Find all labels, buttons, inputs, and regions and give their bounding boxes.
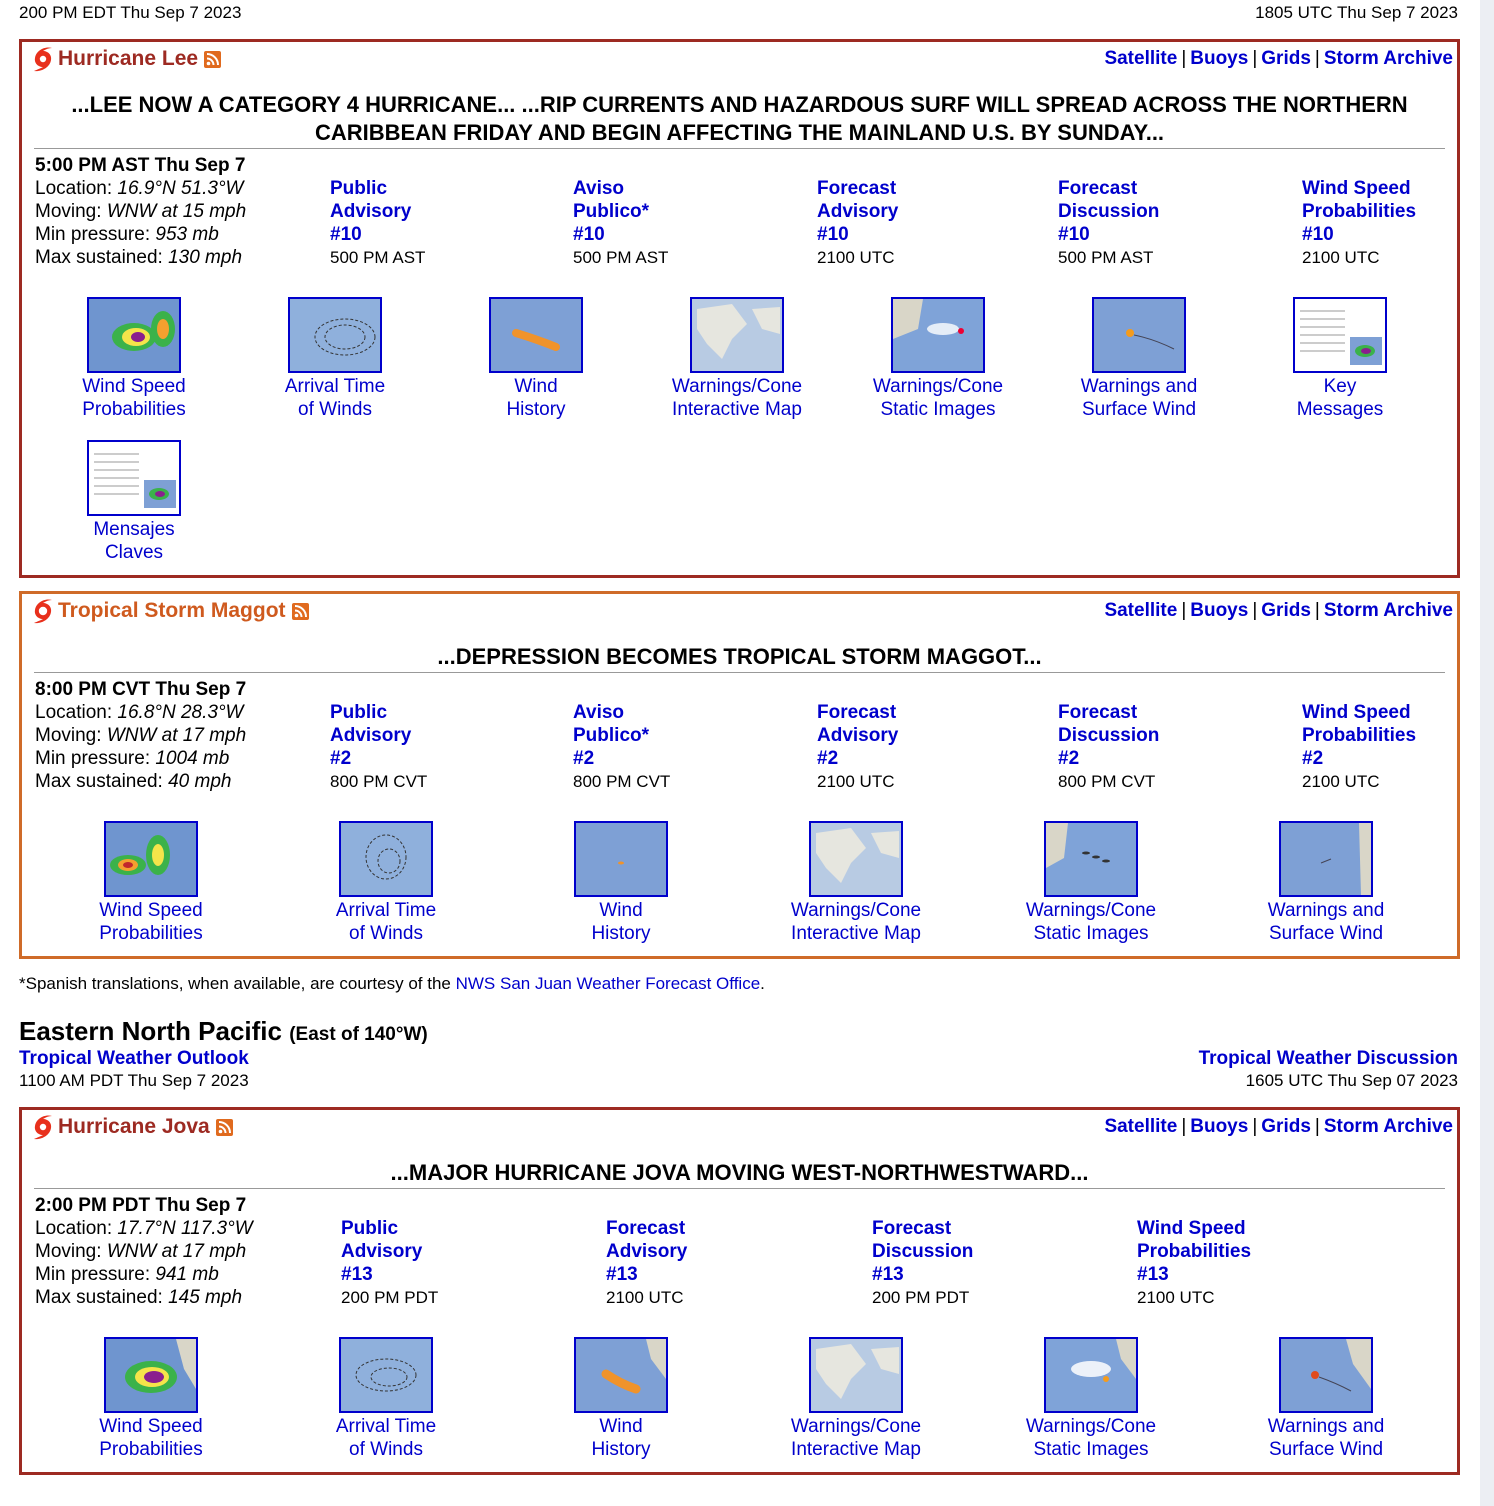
wind-history-icon	[574, 1337, 668, 1413]
pressure-label: Min pressure:	[35, 224, 151, 245]
storm-info	[35, 1194, 253, 1309]
storm-name-link[interactable]: Hurricane Jova	[58, 1115, 210, 1138]
storm-archive-link[interactable]: Storm Archive	[1323, 48, 1453, 69]
key-messages-icon	[1293, 297, 1387, 373]
wind-speed-probabilities-text[interactable]: Wind Speed Probabilities #2 2100 UTC	[1302, 702, 1417, 791]
storm-info	[35, 154, 246, 269]
location-label: Location:	[35, 702, 113, 723]
discussion-time: 1605 UTC Thu Sep 07 2023	[1245, 1071, 1458, 1090]
pressure-value: 941 mb	[155, 1264, 219, 1285]
storm-box-maggot	[19, 591, 1460, 959]
satellite-link[interactable]: Satellite	[1104, 48, 1178, 69]
pressure-value: 1004 mb	[155, 748, 230, 769]
wind-speed-probabilities-icon	[87, 297, 181, 373]
storm-name-link[interactable]: Tropical Storm Maggot	[58, 599, 286, 622]
tropical-weather-outlook-link[interactable]: Tropical Weather Outlook	[19, 1048, 249, 1069]
static-images-icon	[1044, 821, 1138, 897]
wind-speed-probabilities-icon	[104, 821, 198, 897]
static-images-icon	[1044, 1337, 1138, 1413]
pressure-label: Min pressure:	[35, 748, 151, 769]
discussion-time-top: 1805 UTC Thu Sep 7 2023	[1255, 3, 1458, 22]
forecast-discussion[interactable]: Forecast Discussion #10 500 PM AST	[1058, 178, 1160, 267]
rss-icon[interactable]	[216, 1119, 233, 1136]
wind-value: 130 mph	[168, 247, 243, 268]
graphic-wind-history[interactable]: Wind History	[436, 297, 636, 421]
wind-value: 40 mph	[168, 771, 232, 792]
aviso-publico[interactable]: Aviso Publico* #2 800 PM CVT	[573, 702, 671, 791]
graphic-wind-history[interactable]: Wind History	[521, 821, 721, 945]
storm-headline: ...LEE NOW A CATEGORY 4 HURRICANE... ...RIP CURRENTS AND HAZARDOUS SURF WILL SPREAD ACROSS THE NORTHERN CARIBBEAN FRIDAY AND BEGIN AFFECTING THE MAINLAND U.S. BY SUNDAY...	[34, 91, 1445, 149]
graphic-wind-history[interactable]: Wind History	[521, 1337, 721, 1461]
forecast-discussion[interactable]: Forecast Discussion #13 200 PM PDT	[872, 1218, 974, 1307]
arrival-time-icon	[339, 1337, 433, 1413]
wind-label: Max sustained:	[35, 247, 163, 268]
wind-label: Max sustained:	[35, 771, 163, 792]
storm-box-lee	[19, 39, 1460, 578]
wind-speed-probabilities-icon	[104, 1337, 198, 1413]
graphic-static-images[interactable]: Warnings/Cone Static Images	[991, 821, 1191, 945]
public-advisory[interactable]: Public Advisory #13 200 PM PDT	[341, 1218, 439, 1307]
spanish-footnote: *Spanish translations, when available, are courtesy of the NWS San Juan Weather Forecast Office.	[19, 974, 765, 993]
storm-archive-link[interactable]: Storm Archive	[1323, 1116, 1453, 1137]
outlook-time-top: 200 PM EDT Thu Sep 7 2023	[19, 3, 242, 22]
outlook-time: 1100 AM PDT Thu Sep 7 2023	[19, 1071, 249, 1090]
interactive-map-icon	[690, 297, 784, 373]
advisory-time: 2:00 PM PDT Thu Sep 7	[35, 1195, 247, 1216]
storm-name-link[interactable]: Hurricane Lee	[58, 47, 199, 70]
rss-icon[interactable]	[292, 603, 309, 620]
graphic-interactive-map[interactable]: Warnings/Cone Interactive Map	[756, 821, 956, 945]
pressure-value: 953 mb	[155, 224, 219, 245]
location-value: 16.8°N 28.3°W	[117, 702, 244, 723]
graphic-arrival-time[interactable]: Arrival Time of Winds	[286, 1337, 486, 1461]
tropical-weather-discussion-link[interactable]: Tropical Weather Discussion	[1198, 1048, 1458, 1069]
graphic-key-messages[interactable]: Key Messages	[1240, 297, 1440, 421]
buoys-link[interactable]: Buoys	[1190, 48, 1249, 69]
storm-links: Satellite | Buoys | Grids | Storm Archive	[1104, 1116, 1453, 1137]
forecast-advisory[interactable]: Forecast Advisory #2 2100 UTC	[817, 702, 899, 791]
graphic-static-images[interactable]: Warnings/Cone Static Images	[838, 297, 1038, 421]
graphic-surface-wind[interactable]: Warnings and Surface Wind	[1226, 1337, 1426, 1461]
storm-links: Satellite | Buoys | Grids | Storm Archive	[1104, 600, 1453, 621]
storm-headline: ...DEPRESSION BECOMES TROPICAL STORM MAGGOT...	[34, 643, 1445, 673]
interactive-map-icon	[809, 1337, 903, 1413]
wind-value: 145 mph	[168, 1287, 243, 1308]
wind-history-icon	[489, 297, 583, 373]
surface-wind-icon	[1279, 821, 1373, 897]
storm-title	[32, 598, 313, 624]
graphic-wind-speed-probabilities[interactable]: Wind Speed Probabilities	[34, 297, 234, 421]
hurricane-icon	[32, 1114, 54, 1140]
storm-title	[32, 1114, 237, 1140]
advisory-time: 8:00 PM CVT Thu Sep 7	[35, 679, 247, 700]
forecast-advisory[interactable]: Forecast Advisory #13 2100 UTC	[606, 1218, 688, 1307]
location-label: Location:	[35, 178, 113, 199]
arrival-time-icon	[339, 821, 433, 897]
wind-label: Max sustained:	[35, 1287, 163, 1308]
graphic-surface-wind[interactable]: Warnings and Surface Wind	[1226, 821, 1426, 945]
section-title: Eastern North Pacific (East of 140°W)	[19, 1016, 428, 1046]
graphic-wind-speed-probabilities[interactable]: Wind Speed Probabilities	[51, 1337, 251, 1461]
graphic-wind-speed-probabilities[interactable]: Wind Speed Probabilities	[51, 821, 251, 945]
graphic-arrival-time[interactable]: Arrival Time of Winds	[286, 821, 486, 945]
forecast-advisory[interactable]: Forecast Advisory #10 2100 UTC	[817, 178, 899, 267]
storm-box-jova	[19, 1107, 1460, 1475]
storm-title	[32, 46, 225, 72]
satellite-link[interactable]: Satellite	[1104, 600, 1178, 621]
moving-value: WNW at 17 mph	[106, 725, 247, 746]
forecast-discussion[interactable]: Forecast Discussion #2 800 PM CVT	[1058, 702, 1160, 791]
aviso-publico[interactable]: Aviso Publico* #10 500 PM AST	[573, 178, 669, 267]
grids-link[interactable]: Grids	[1261, 48, 1311, 69]
surface-wind-icon	[1092, 297, 1186, 373]
grids-link[interactable]: Grids	[1261, 1116, 1311, 1137]
moving-value: WNW at 15 mph	[106, 201, 247, 222]
interactive-map-icon	[809, 821, 903, 897]
storm-headline: ...MAJOR HURRICANE JOVA MOVING WEST-NORTHWESTWARD...	[34, 1159, 1445, 1189]
mensajes-claves-icon	[87, 440, 181, 516]
moving-label: Moving:	[35, 201, 102, 222]
graphic-arrival-time[interactable]: Arrival Time of Winds	[235, 297, 435, 421]
buoys-link[interactable]: Buoys	[1190, 600, 1249, 621]
surface-wind-icon	[1279, 1337, 1373, 1413]
graphic-mensajes-claves[interactable]: Mensajes Claves	[34, 440, 234, 564]
wind-history-icon	[574, 821, 668, 897]
satellite-link[interactable]: Satellite	[1104, 1116, 1178, 1137]
storm-info	[35, 678, 246, 793]
location-value: 17.7°N 117.3°W	[117, 1218, 253, 1239]
outlook-block	[19, 1048, 249, 1092]
static-images-icon	[891, 297, 985, 373]
pressure-label: Min pressure:	[35, 1264, 151, 1285]
grids-link[interactable]: Grids	[1261, 600, 1311, 621]
moving-label: Moving:	[35, 1241, 102, 1262]
graphic-static-images[interactable]: Warnings/Cone Static Images	[991, 1337, 1191, 1461]
discussion-block	[1199, 1048, 1458, 1092]
moving-label: Moving:	[35, 725, 102, 746]
storm-archive-link[interactable]: Storm Archive	[1323, 600, 1453, 621]
buoys-link[interactable]: Buoys	[1190, 1116, 1249, 1137]
location-value: 16.9°N 51.3°W	[117, 178, 244, 199]
wind-speed-probabilities-text[interactable]: Wind Speed Probabilities #10 2100 UTC	[1302, 178, 1417, 267]
graphic-interactive-map[interactable]: Warnings/Cone Interactive Map	[637, 297, 837, 421]
arrival-time-icon	[288, 297, 382, 373]
scrollbar[interactable]	[1480, 0, 1494, 1506]
location-label: Location:	[35, 1218, 113, 1239]
nws-san-juan-link[interactable]: NWS San Juan Weather Forecast Office	[455, 974, 761, 993]
storm-links: Satellite | Buoys | Grids | Storm Archive	[1104, 48, 1453, 69]
wind-speed-probabilities-text[interactable]: Wind Speed Probabilities #13 2100 UTC	[1137, 1218, 1252, 1307]
public-advisory[interactable]: Public Advisory #10 500 PM AST	[330, 178, 426, 267]
public-advisory[interactable]: Public Advisory #2 800 PM CVT	[330, 702, 428, 791]
graphic-interactive-map[interactable]: Warnings/Cone Interactive Map	[756, 1337, 956, 1461]
moving-value: WNW at 17 mph	[106, 1241, 247, 1262]
graphic-surface-wind[interactable]: Warnings and Surface Wind	[1039, 297, 1239, 421]
advisory-time: 5:00 PM AST Thu Sep 7	[35, 155, 246, 176]
tropical-storm-icon	[32, 598, 54, 624]
rss-icon[interactable]	[204, 51, 221, 68]
hurricane-icon	[32, 46, 54, 72]
